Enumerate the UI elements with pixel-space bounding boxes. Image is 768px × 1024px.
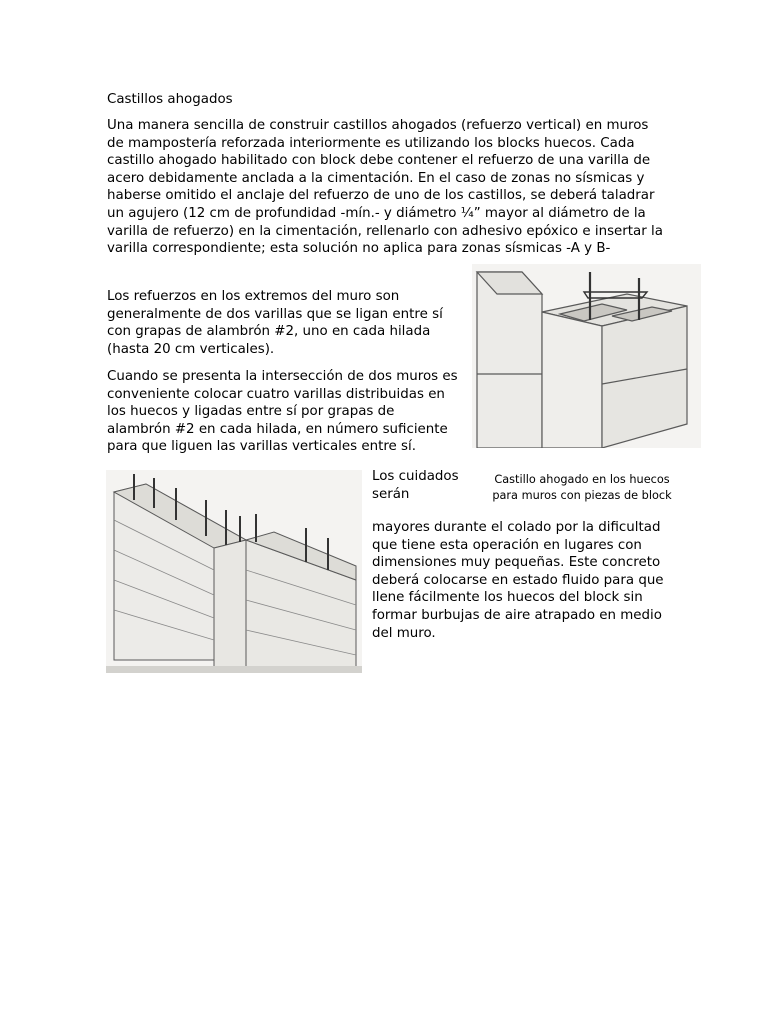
wall-corner-illustration — [106, 470, 362, 673]
page-title: Castillos ahogados — [107, 92, 233, 107]
block-reinforcement-illustration — [472, 264, 701, 448]
paragraph-care-start: Los cuidados serán — [372, 469, 459, 502]
figure-caption: Castillo ahogado en los huecos para muros con piezas de block — [492, 473, 672, 502]
paragraph-wall-intersection: Cuando se presenta la intersección de dos muros es conveniente colocar cuatro varillas distribuidas en los huecos y ligadas entre sí por grapas de alambrón #2 en cada hilada, en número suficiente para que liguen las varillas verticales entre sí. — [107, 369, 458, 455]
paragraph-end-reinforcement: Los refuerzos en los extremos del muro son generalmente de dos varillas que se ligan entre sí con grapas de alambrón #2, uno en cada hilada (hasta 20 cm verticales). — [107, 289, 443, 357]
paragraph-care-rest: mayores durante el colado por la dificultad que tiene esta operación en lugares con dimensiones muy pequeñas. Este concreto deberá colocarse en estado fluido para que llene fácilmente los huecos del block sin formar burbujas de aire atrapado en medio del muro. — [372, 520, 664, 641]
paragraph-intro: Una manera sencilla de construir castillos ahogados (refuerzo vertical) en muros de mampostería reforzada interiormente es utilizando los blocks huecos. Cada castillo ahogado habilitado con block debe contener el refuerzo de una varilla de acero debidamente anclada a la cimentación. En el caso de zonas no sísmicas y haberse omitido el anclaje del refuerzo de uno de los castillos, se deberá taladrar un agujero (12 cm de profundidad -mín.- y diámetro ¼” mayor al diámetro de la varilla de refuerzo) en la cimentación, rellenarlo con adhesivo epóxico e insertar la varilla correspondiente; esta solución no aplica para zonas sísmicas -A y B- — [107, 118, 663, 257]
